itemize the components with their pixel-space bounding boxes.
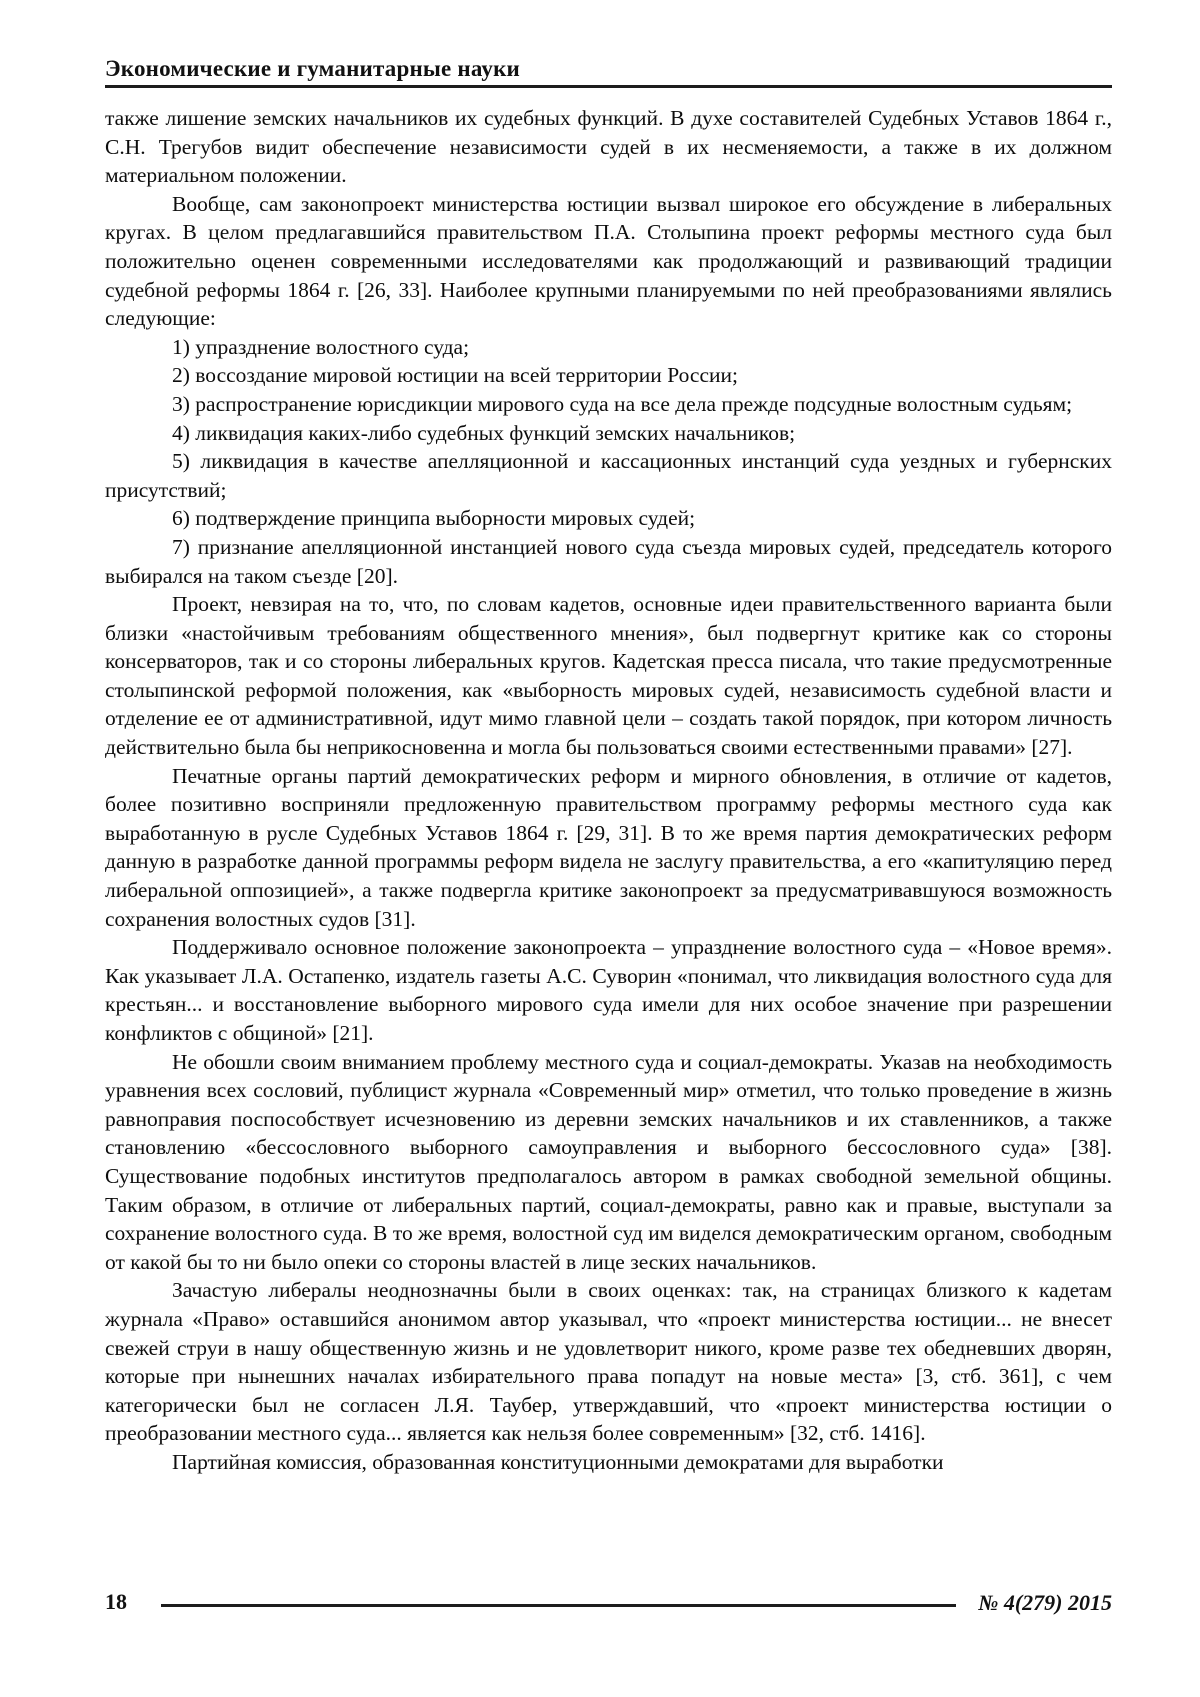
issue-label: № 4(279) 2015 [978, 1590, 1112, 1615]
paragraph-continued: также лишение земских начальников их судебных функций. В духе составителей Судебных Уставов 1864 г., С.Н. Трегубов видит обеспечение независимости судей в их несменяемости, а также в их должном материальном положении. [105, 106, 1112, 188]
list-item-2: 2) воссоздание мировой юстиции на всей территории России; [172, 363, 738, 388]
list-item-3: 3) распространение юрисдикции мирового суда на все дела прежде подсудные волостным судьям; [172, 391, 1073, 416]
page-header [105, 56, 1112, 88]
list-item-6: 6) подтверждение принципа выборности мировых судей; [172, 506, 696, 531]
page-footer [105, 1588, 1112, 1616]
paragraph: Поддерживало основное положение законопроекта – упразднение волостного суда – «Новое время». Как указывает Л.А. Остапенко, издатель газеты А.С. Суворин «понимал, что ликвидация волостного суда для крестьян... и восстановление выборного мирового суда имели для них особое значение при разрешении конфликтов с общиной» [21]. [105, 935, 1112, 1045]
footer-rule [161, 1604, 956, 1607]
paragraph: Проект, невзирая на то, что, по словам кадетов, основные идеи правительственного варианта были близки «настойчивым требованиям общественного мнения», был подвергнут критике как со стороны консерваторов, так и со стороны либеральных кругов. Кадетская пресса писала, что такие предусмотренные столыпинской реформой положения, как «выборность мировых судей, независимость судебной власти и отделение ее от административной, идут мимо главной цели – создать такой порядок, при котором личность действительно была бы неприкосновенна и могла бы пользоваться своими естественными правами» [27]. [105, 592, 1112, 760]
journal-section-title: Экономические и гуманитарные науки [105, 56, 520, 81]
paragraph-incomplete: Партийная комиссия, образованная конституционными демократами для выработки [172, 1449, 944, 1474]
list-item-5: 5) ликвидация в качестве апелляционной и кассационных инстанций суда уездных и губернских присутствий; [105, 449, 1112, 502]
paragraph: Зачастую либералы неоднозначны были в своих оценках: так, на страницах близкого к кадетам журнала «Право» оставшийся анонимом автор указывал, что «проект министерства юстиции... не внесет свежей струи в нашу общественную жизнь и не удовлетворит никого, кроме разве тех обедневших дворян, которые при нынешних началах избирательного права попадут на новые места» [3, стб. 361], с чем категорически был не согласен Л.Я. Таубер, утверждавший, что «проект министерства юстиции о преобразовании местного суда... является как нельзя более современным» [32, стб. 1416]. [105, 1278, 1112, 1446]
document-page [105, 0, 1112, 1477]
page-number: 18 [105, 1589, 127, 1614]
list-item-1: 1) упразднение волостного суда; [172, 334, 470, 359]
paragraph: Не обошли своим вниманием проблему местного суда и социал-демократы. Указав на необходимость уравнения всех сословий, публицист журнала «Современный мир» отметил, что только проведение в жизнь равноправия поспособствует исчезновению из деревни земских начальников и их ставленников, а также становлению «бессословного выборного самоуправления и выборного бессословного суда» [38]. Существование подобных институтов предполагалось автором в рамках свободной земельной общины. Таким образом, в отличие от либеральных партий, социал-демократы, равно как и правые, выступали за сохранение волостного суда. В то же время, волостной суд им виделся демократическим органом, свободным от какой бы то ни было опеки со стороны властей в лице зеских начальников. [105, 1049, 1112, 1274]
article-body [105, 104, 1112, 1477]
paragraph: Вообще, сам законопроект министерства юстиции вызвал широкое его обсуждение в либеральных кругах. В целом предлагавшийся правительством П.А. Столыпина проект реформы местного суда был положительно оценен современными исследователями как продолжающий и развивающий традиции судебной реформы 1864 г. [26, 33]. Наиболее крупными планируемыми по ней преобразованиями являлись следующие: [105, 191, 1112, 331]
paragraph: Печатные органы партий демократических реформ и мирного обновления, в отличие от кадетов, более позитивно восприняли предложенную правительством программу реформы местного суда как выработанную в русле Судебных Уставов 1864 г. [29, 31]. В то же время партия демократических реформ данную в разработке данной программы реформ видела не заслугу правительства, а его «капитуляцию перед либеральной оппозицией», а также подвергла критике законопроект за предусматривавшуюся возможность сохранения волостных судов [31]. [105, 763, 1112, 931]
list-item-4: 4) ликвидация каких-либо судебных функций земских начальников; [172, 420, 796, 445]
list-item-7: 7) признание апелляционной инстанцией нового суда съезда мировых судей, председатель которого выбирался на таком съезде [20]. [105, 534, 1112, 588]
